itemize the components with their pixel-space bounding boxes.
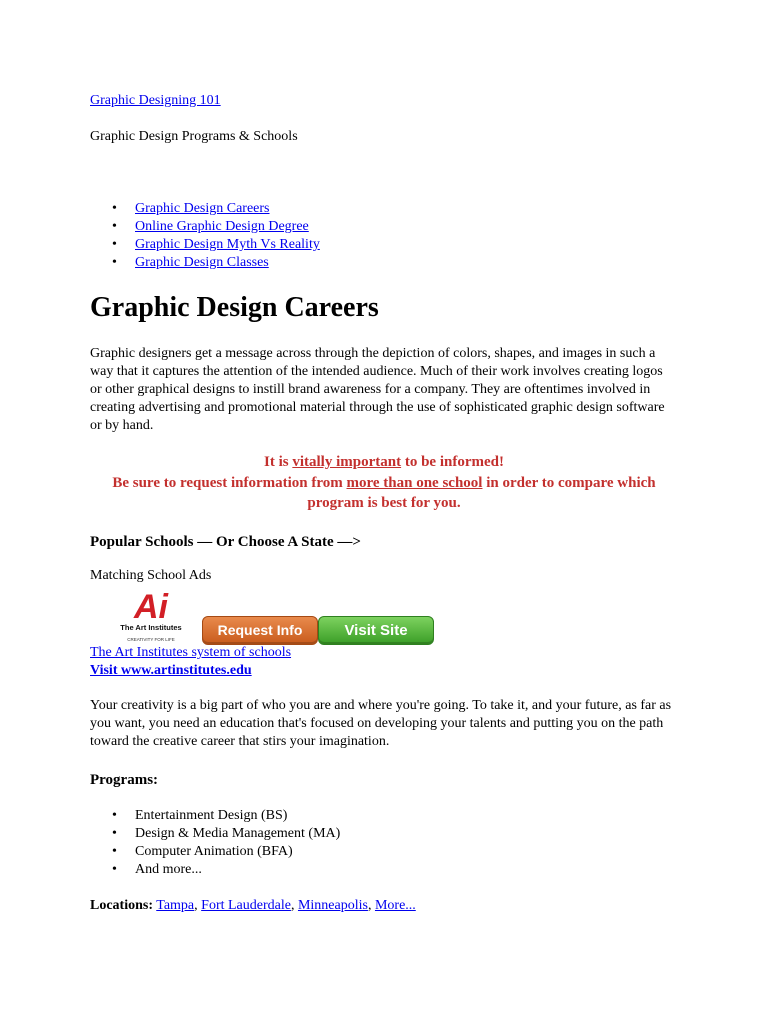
programs-heading: Programs: [90,772,159,788]
topic-nav-list [90,200,320,272]
callout-line-1 [90,452,678,473]
page-title: Graphic Design Careers [90,292,379,323]
matching-ads-label: Matching School Ads [90,568,212,583]
location-link-more[interactable]: More... [374,898,416,913]
callout-text: to be informed! [401,454,504,470]
logo-tagline: CREATIVITY FOR LIFE [127,637,175,642]
graphic-designing-101-link[interactable]: Graphic Designing 101 [90,93,221,108]
popular-schools-heading: Popular Schools — Or Choose A State —> [90,534,361,550]
logo-mark: Ai [134,588,168,626]
callout-text: in order to compare which program is best for you. [307,474,656,511]
art-institutes-logo[interactable] [106,588,196,644]
callout-text: It is [264,454,293,470]
list-item: • Computer Animation (BFA) [90,843,340,861]
nav-link-myth-vs-reality[interactable]: Graphic Design Myth Vs Reality [135,237,320,252]
list-item: • Design & Media Management (MA) [90,825,340,843]
list-item: • Entertainment Design (BS) [90,807,340,825]
nav-link-careers[interactable]: Graphic Design Careers [135,201,270,216]
location-link-tampa[interactable]: Tampa [156,898,195,913]
list-item [90,200,320,218]
intro-paragraph: Graphic designers get a message across through the depiction of colors, shapes, and images in such a way that it captures the attention of the intended audience. Much of their work involves creating logos or other graphical designs to instill brand awareness for a company. They are oftentimes involved in creating advertising and promotional material through the use of sophisticated graphic design software or by hand. [90,346,665,433]
logo-name: The Art Institutes [120,623,182,632]
locations-line: Locations: Tampa, Fort Lauderdale, Minneapolis, More... [90,898,416,913]
list-item [90,236,320,254]
school-description: Your creativity is a big part of who you are and where you're going. To take it, and your future, as far as you want, you need an education that's focused on developing your talents and putting you on the path toward the creative career that stirs your imagination. [90,698,672,749]
location-link-fort-lauderdale[interactable]: Fort Lauderdale [201,898,291,913]
list-item [90,254,320,272]
callout-text: Be sure to request information from [112,474,347,491]
page-subtitle: Graphic Design Programs & Schools [90,129,298,144]
list-item: • And more... [90,861,340,879]
school-url-link[interactable]: Visit www.artinstitutes.edu [90,663,252,678]
callout-line-2 [90,473,678,514]
callout-emphasis: more than one school [346,474,483,491]
nav-link-online-degree[interactable]: Online Graphic Design Degree [135,219,309,234]
locations-label: Locations: [90,898,153,913]
request-info-button[interactable]: Request Info [202,616,318,645]
school-name-link[interactable]: The Art Institutes system of schools [90,645,292,660]
programs-list [90,807,340,879]
list-item [90,218,320,236]
callout-emphasis: vitally important [292,454,402,470]
info-callout [90,452,678,514]
nav-link-classes[interactable]: Graphic Design Classes [135,255,269,270]
location-link-minneapolis[interactable]: Minneapolis [297,898,368,913]
visit-site-button[interactable]: Visit Site [318,616,434,645]
